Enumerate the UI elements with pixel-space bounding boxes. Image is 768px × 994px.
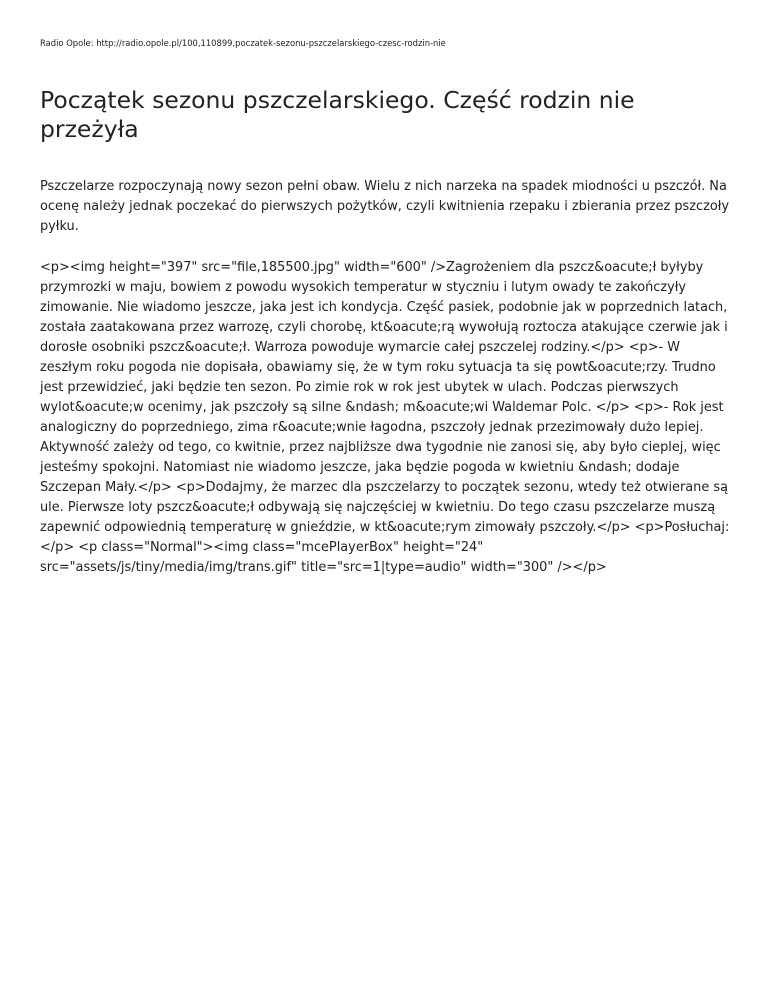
article-lead: Pszczelarze rozpoczynają nowy sezon pełni obaw. Wielu z nich narzeka na spadek miodności u pszczół. Na ocenę należy jednak poczekać do pierwszych pożytków, czyli kwitnienia rzepaku i zbierania przez pszczoły pyłku.	[40, 179, 730, 234]
source-url-line: Radio Opole: http://radio.opole.pl/100,110899,poczatek-sezonu-pszczelarskiego-czesc-rodzin-nie	[40, 38, 446, 48]
article-title: Początek sezonu pszczelarskiego. Część rodzin nie przeżyła	[40, 86, 635, 143]
article-body-raw-html: <p><img height="397" src="file,185500.jpg" width="600" />Zagrożeniem dla pszcz&oacute;ł byłyby przymrozki w maju, bowiem z powodu wysokich temperatur w styczniu i lutym owady te zakończyły zimowanie. Nie wiadomo jeszcze, jaka jest ich kondycja. Część pasiek, podobnie jak w poprzednich latach, została zaatakowana przez warrozę, czyli chorobę, kt&oacute;rą wywołują roztocza atakujące czerwie jak i dorosłe osobniki pszcz&oacute;ł. Warroza powoduje wymarcie całej pszczelej rodziny.</p> <p>- W zeszłym roku pogoda nie dopisała, obawiamy się, że w tym roku sytuacja ta się powt&oacute;rzy. Trudno jest przewidzieć, jaki będzie ten sezon. Po zimie rok w rok jest ubytek w ulach. Podczas pierwszych wylot&oacute;w ocenimy, jak pszczoły są silne &ndash; m&oacute;wi Waldemar Polc. </p> <p>- Rok jest analogiczny do poprzedniego, zima r&oacute;wnie łagodna, pszczoły jednak przezimowały dużo lepiej. Aktywność zależy od tego, co kwitnie, przez najbliższe dwa tygodnie nie zanosi się, aby było cieplej, więc jesteśmy spokojni. Natomiast nie wiadomo jeszcze, jaka będzie pogoda w kwietniu &ndash; dodaje Szczepan Mały.</p> <p>Dodajmy, że marzec dla pszczelarzy to początek sezonu, wtedy też otwierane są ule. Pierwsze loty pszcz&oacute;ł odbywają się najczęściej w kwietniu. Do tego czasu pszczelarze muszą zapewnić odpowiednią temperaturę w gnieździe, w kt&oacute;rym zimowały pszczoły.</p> <p>Posłuchaj:</p> <p class="Normal"><img class="mcePlayerBox" height="24" src="assets/js/tiny/media/img/trans.gif" title="src=1|type=audio" width="300" /></p>	[40, 260, 730, 575]
